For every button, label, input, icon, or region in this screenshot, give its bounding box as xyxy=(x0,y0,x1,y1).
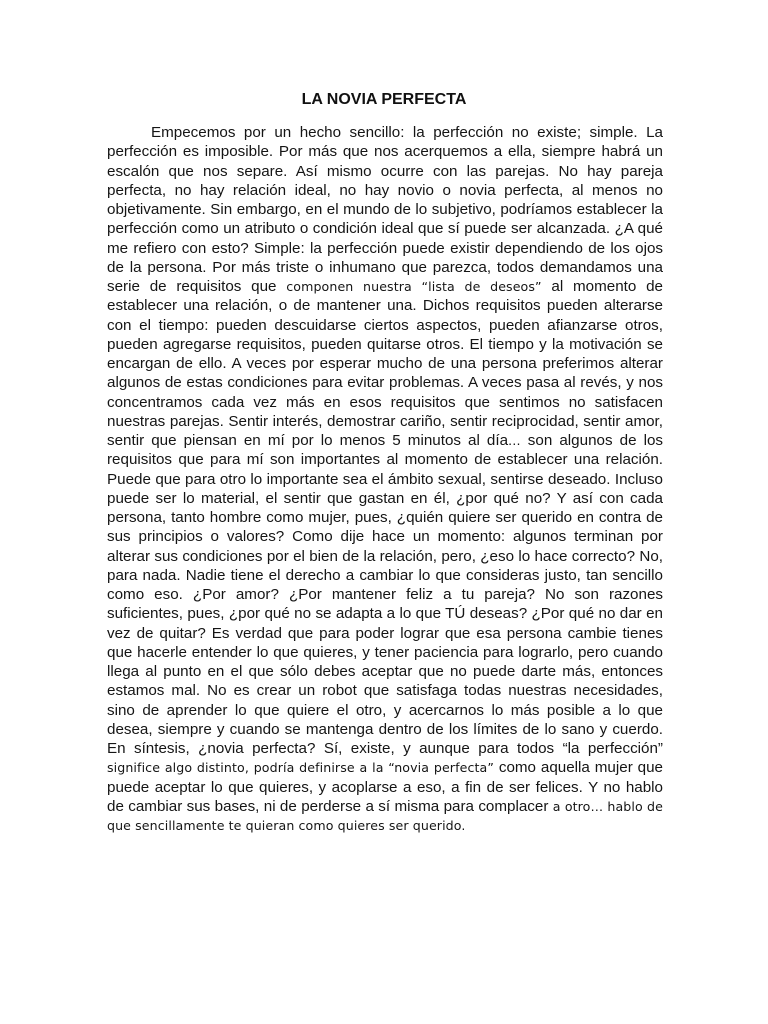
text-segment-6: “la perfección” xyxy=(562,740,663,757)
text-segment-3: al momento de establecer una relación, o de mantener una. Dichos requisitos pueden alterarse con el tiempo: pueden descuidarse ciertos aspectos, pueden afianzarse otros, pueden agregarse requisitos, pueden quitarse otros. El tiempo y la motivación se encargan de ello. A veces por esperar mucho de una persona preferimos alterar algunos de estas condiciones para evitar problemas. A veces pasa al revés, y nos concentramos cada vez más en esos requisitos que sentimos no satisfacen nuestras parejas. Sentir interés, demostrar cariño, sentir reciprocidad, sentir amor, sentir que piensan en mí por lo menos 5 minutos al día xyxy=(107,278,664,449)
text-segment-4: … xyxy=(508,433,521,448)
text-segment-7: significe algo distinto, podría definirse a la “novia perfecta” xyxy=(107,760,494,776)
body-paragraph xyxy=(107,123,663,835)
text-segment-8: como aquella mujer que puede aceptar lo que quieres, y acoplarse a eso, a fin de ser felices. Y no hablo de cambiar sus bases, ni de perderse a sí misma para complacer xyxy=(107,759,663,815)
document-title: LA NOVIA PERFECTA xyxy=(301,91,467,108)
text-segment-1: Empecemos por un hecho sencillo: la perfección no existe; simple. La perfección es imposible. Por más que nos acerquemos a ella, siempre habrá un escalón que nos separe. Así mismo ocurre con las parejas. No hay pareja perfecta, no hay relación ideal, no hay novio o novia perfecta, al menos no objetivamente. Sin embargo, en el mundo de lo subjetivo, podríamos establecer la perfección como un atributo o condición ideal que sí puede ser alcanzada. ¿A qué me refiero con esto? Simple: la perfección puede existir dependiendo de los ojos de la persona. Por más triste o inhumano que parezca, todos demandamos una serie de requisitos que xyxy=(107,124,663,295)
text-segment-5: son algunos de los requisitos que para mí son importantes al momento de establecer una relación. Puede que para otro lo importante sea el ámbito sexual, sentirse deseado. Incluso puede ser lo material, el sentir que gastan en él, ¿por qué no? Y así con cada persona, tanto hombre como mujer, pues, ¿quién quiere ser querido en contra de sus principios o valores? Como dije hace un momento: algunos terminan por alterar sus condiciones por el bien de la relación, pero, ¿eso lo hace correcto? No, para nada. Nadie tiene el derecho a cambiar lo que consideras justo, tan sencillo como eso. ¿Por amor? ¿Por mantener feliz a tu pareja? No son razones suficientes, pues, ¿por qué no se adapta a lo que TÚ deseas? ¿Por qué no dar en vez de quitar? Es verdad que para poder lograr que esa persona cambie tienes que hacerle entender lo que quieres, y tener paciencia para lograrlo, pero cuando llega al punto en el que sólo debes aceptar que no puede darte más, entonces estamos mal. No es crear un robot que satisfaga todas nuestras necesidades, sino de aprender lo que quiere el otro, y acercarnos lo más posible a lo que desea, siempre y cuando se mantenga dentro de los límites de lo sano y cuerdo. En síntesis, ¿novia perfecta? Sí, existe, y aunque para todos xyxy=(107,432,663,757)
text-segment-2: componen nuestra “lista de deseos” xyxy=(286,279,542,294)
text-segment-9: a otro… hablo de que sencillamente te quieran como quieres ser querido. xyxy=(107,798,663,833)
